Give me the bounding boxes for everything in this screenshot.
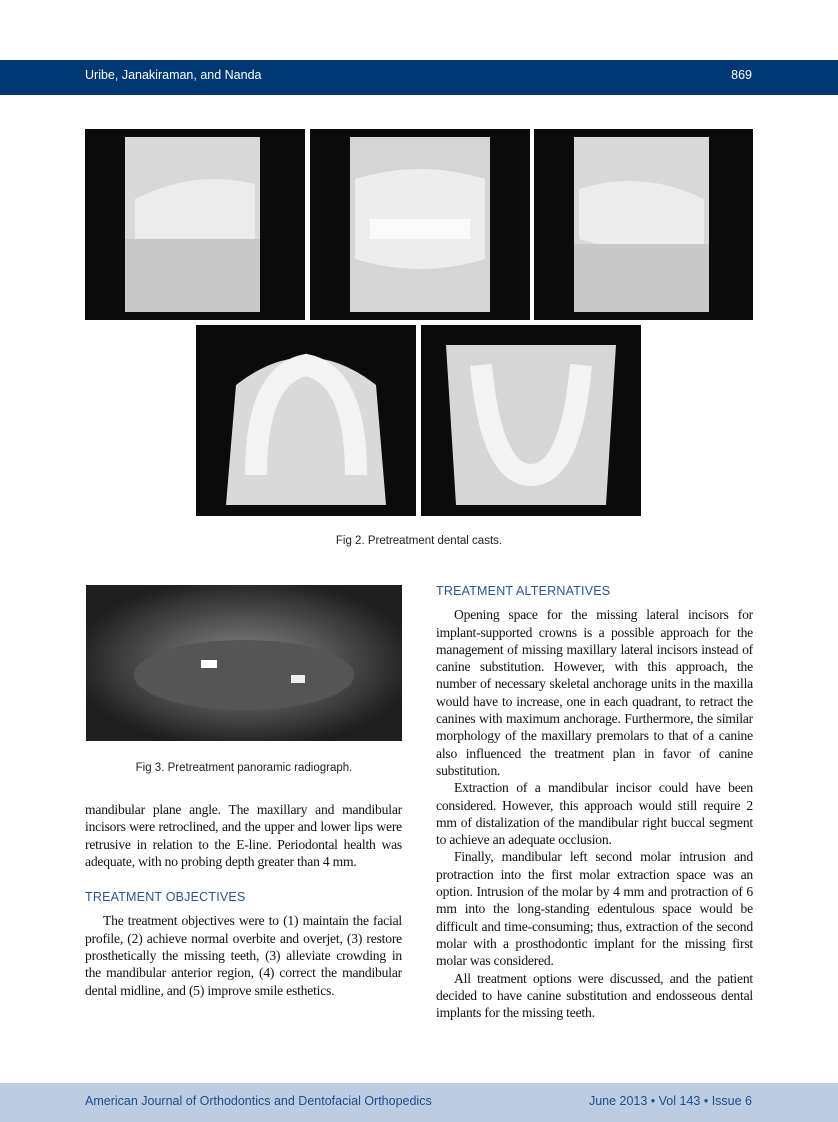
cast-right-lateral [85,129,305,320]
paragraph: Opening space for the missing lateral incisors for implant-supported crowns is a possible approach for the management of missing maxillary lateral incisors instead of canine substitution. However, with this approach, the number of necessary skeletal anchorage units in the maxilla would have to increase, one in each quadrant, to retract the canines with maximum anchorage. Furthermore, the similar morphology of the maxillary premolars to that of a canine also influenced the treatment plan in favor of canine substitution. [436,607,753,778]
section-heading: TREATMENT OBJECTIVES [85,890,246,905]
paragraph: Extraction of a mandibular incisor could have been considered. However, this approach would still require 2 mm of distalization of the mandibular right buccal segment to achieve an adequate occlusion. [436,780,753,848]
section-heading: TREATMENT ALTERNATIVES [436,584,611,598]
paragraph: Finally, mandibular left second molar intrusion and protraction into the first molar extraction space was an option. Intrusion of the molar by 4 mm and protraction of 6 mm into the long-standing edentulous space would be difficult and time-consuming; thus, extraction of the second molar with a prosthodontic implant for the missing first molar was considered. [436,849,753,969]
cast-left-lateral [534,129,753,320]
cast-frontal [310,129,530,320]
paragraph: The treatment objectives were to (1) maintain the facial profile, (2) achieve normal overbite and overjet, (3) restore prosthetically the missing teeth, (3) alleviate crowding in the mandibular anterior region, (4) correct the mandibular dental midline, and (5) improve smile esthetics. [85,913,402,998]
panoramic-radiograph [86,585,402,741]
left-column [85,801,402,999]
cast-mandibular-occlusal [421,325,641,516]
fig3-caption: Fig 3. Pretreatment panoramic radiograph. [135,762,353,774]
fig2-caption: Fig 2. Pretreatment dental casts. [335,535,503,547]
paragraph: All treatment options were discussed, and the patient decided to have canine substitution and endosseous dental implants for the missing teeth. [436,970,753,1021]
paragraph: mandibular plane angle. The maxillary and mandibular incisors were retroclined, and the upper and lower lips were retrusive in relation to the E-line. Periodontal health was adequate, with no probing depth greater than 4 mm. [85,802,402,869]
header-authors: Uribe, Janakiraman, and Nanda [85,68,262,82]
cast-maxillary-occlusal [196,325,416,516]
running-footer [0,1083,838,1122]
journal-name: American Journal of Orthodontics and Dentofacial Orthopedics [85,1094,432,1108]
issue-info: June 2013 • Vol 143 • Issue 6 [588,1094,752,1108]
right-column [436,564,753,1021]
page-number: 869 [731,68,752,82]
running-header [0,60,838,95]
